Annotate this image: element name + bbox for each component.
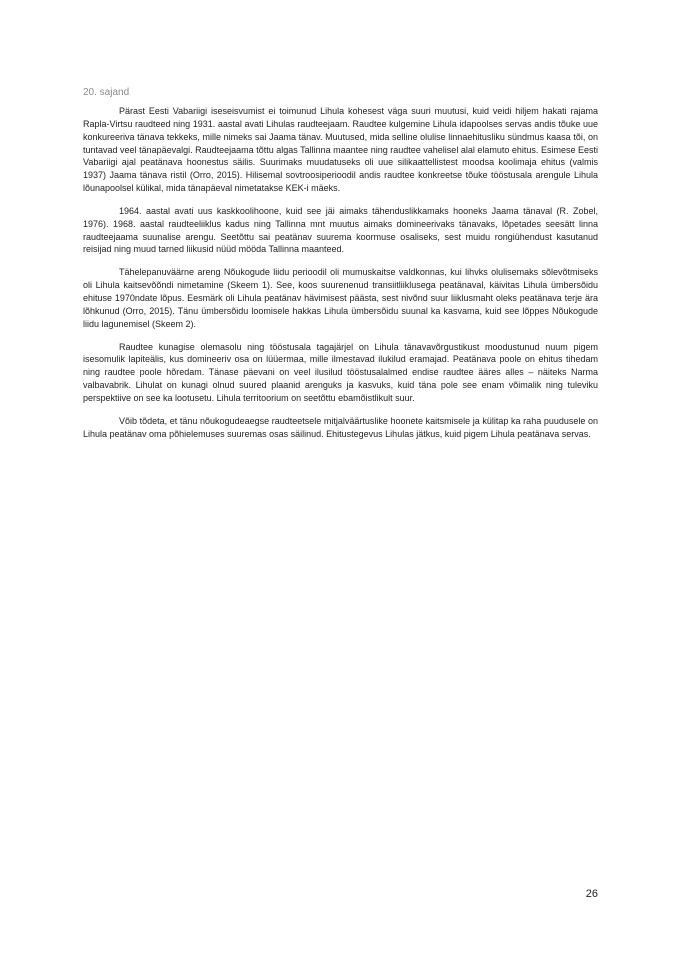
paragraph-3: Tähelepanuväärne areng Nõukogude liidu perioodil oli mumuskaitse valdkonnas, kui lihvks olulisemaks sõlevõtmiseks oli Lihula kaitsevõõndi nimetamine (Skeem 1). See, koos suurenenud transiitliiklusega peatänaval, käivitas Lihula ümbersõidu ehituse 1970ndate lõpus. Eesmärk oli Lihula peatänav hävimisest päästa, sest nivõnd suur liiklusmaht oleks peatänava terje ära lõhkunud (Orro, 2015). Tänu ümbersõidu loomisele hakkas Lihula ümbersõidu suunal ka kasvama, kuid see lõppes Nõukogude liidu lagunemisel (Skeem 2). [83,267,598,329]
paragraph-1: Pärast Eesti Vabariigi iseseisvumist ei toimunud Lihula kohesest väga suuri muutusi, kuid veidi hiljem hakati rajama Rapla-Virtsu raudteed ning 1931. aastal avati Lihulas raudteejaam. Raudtee kulgemine Lihula idapoolses servas andis tõuke uue konkureeriva tänava tekkeks, mille nimeks sai Jaama tänav. Muutused, mida selline olulise linnaehitusliku sündmus kaasa tõi, on tuntavad veel tänapäevalgi. Raudteejaama tõttu algas Tallinna maantee ning raudtee vahelisel alal elamuto ehitus. Esimese Eesti Vabariigi ajal peatänava hoonestus säilis. Suurimaks muudatuseks oli uue silikaattellistest moodsa koolimaja ehitus (valmis 1937) Jaama tänava ristil (Orro, 2015). Hilisemal sovtroosiperioodil andis raudtee konkreetse tõuke tööstusala arengule Lihula lõunapoolsel külikal, mida tänapäeval nimetatakse KEK-i mäeks. [83,106,598,194]
paragraph-5: Võib tõdeta, et tänu nõukogudeaegse raudteetsele mitjalväärtuslike hoonete kaitsmisele ja külitap ka raha puudusele on Lihula peatänav oma põhielemuses suuremas osas säilinud. Ehitustegevus Lihulas jätkus, kuid pigem Lihula peatänava servas. [83,415,598,439]
body-text [83,105,598,450]
paragraph-2: 1964. aastal avati uus kaskkoolihoone, kuid see jäi aimaks tähenduslikkamaks hooneks Jaama tänaval (R. Zobel, 1976). 1968. aastal raudteeliiklus kadus ning Tallinna mnt muutus aimaks domineerivaks tänavaks, lõpetades seesätt linna raudteejaama suunalise arengu. Seetõttu sai peatänav suurema koormuse osaliseks, sest muidu rongiühendust kasutanud reisijad ning muud tarned liikusid nüüd mööda Tallinna maanteed. [83,205,598,255]
section-heading: 20. sajand [83,87,130,98]
paragraph-4: Raudtee kunagise olemasolu ning tööstusala tagajärjel on Lihula tänavavõrgustikust moodustunud nuum pigem isesomulik lapiteälis, kus domineeriv osa on lüüermaa, mille ilmestavad ilukilud eramajad. Peatänava poole on ehitus tihedam ning raudtee poole hõredam. Tänase päevani on veel ilusilud tööstusalalmed endise raudtee ääres alles – näiteks Narma valbavabrik. Lihulat on kunagi olnud suured plaanid arenguks ja kasvuks, kuid täna pole see enam võimalik ning tuleviku perspektiive on see ka lootusetu. Lihula territoorium on seetõttu ebamõistlikult suur. [83,341,598,403]
page-number: 26 [585,888,598,900]
